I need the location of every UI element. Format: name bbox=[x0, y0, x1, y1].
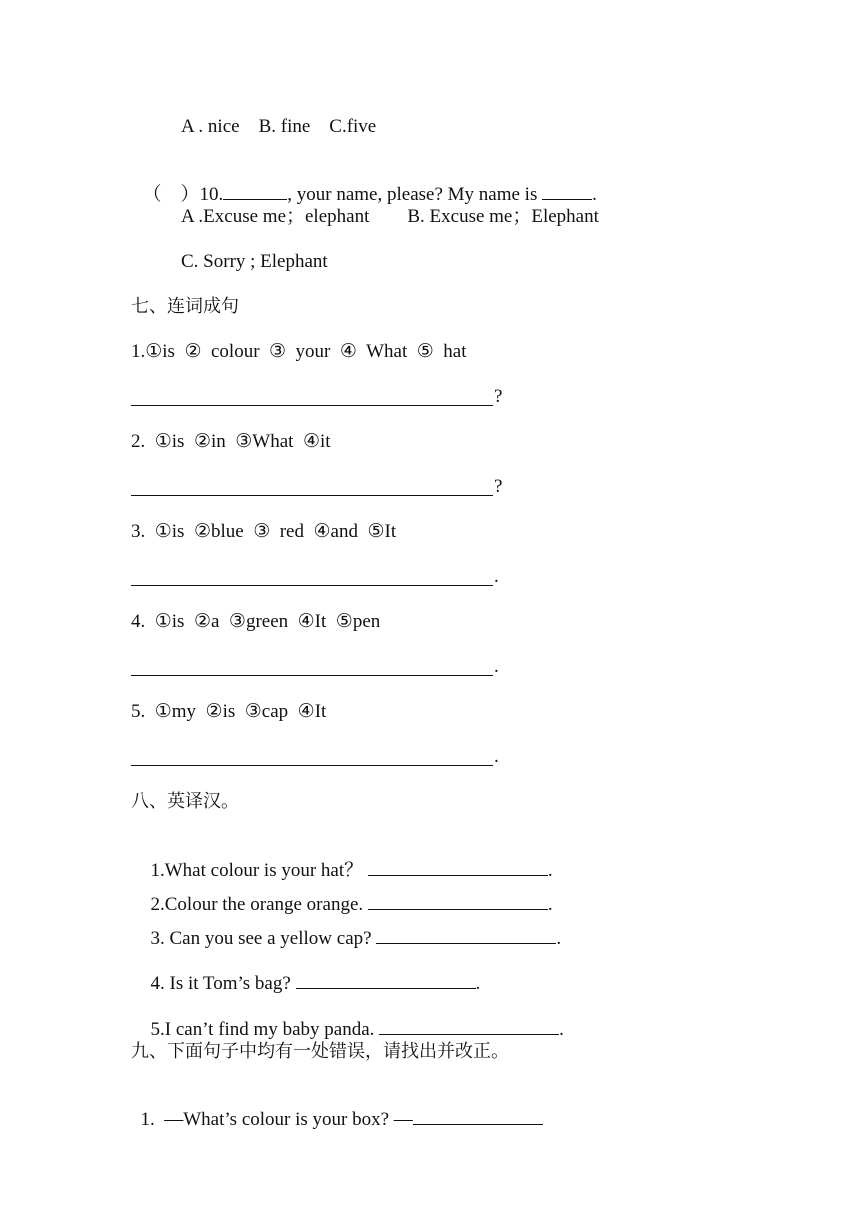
q10-blank-2[interactable] bbox=[542, 183, 592, 200]
q10-answer-paren[interactable]: （ ） bbox=[142, 184, 200, 205]
s7-item-3-answer-line[interactable] bbox=[131, 585, 493, 586]
s8-item-3-text: 3. Can you see a yellow cap? bbox=[150, 928, 372, 949]
q10-question bbox=[133, 161, 597, 206]
s8-item-5 bbox=[141, 996, 564, 1041]
s8-item-2-end: . bbox=[547, 894, 553, 915]
q10-blank-1[interactable] bbox=[223, 183, 287, 200]
s7-item-2-answer-line[interactable] bbox=[131, 495, 493, 496]
q10-end: . bbox=[592, 184, 597, 205]
s8-item-2-text: 2.Colour the orange orange. bbox=[150, 894, 364, 915]
s7-item-5-words: 5. ①my ②is ③cap ④It bbox=[131, 701, 327, 722]
s7-item-2-words: 2. ①is ②in ③What ④it bbox=[131, 431, 331, 452]
section8-title: 八、英译汉。 bbox=[131, 791, 239, 812]
s7-item-3-words: 3. ①is ②blue ③ red ④and ⑤It bbox=[131, 521, 397, 542]
s8-item-1-text: 1.What colour is your hat？ bbox=[150, 860, 364, 881]
s8-item-4-text: 4. Is it Tom’s bag? bbox=[150, 973, 291, 994]
s7-item-3-end: . bbox=[494, 566, 499, 587]
s7-item-2-end: ? bbox=[494, 476, 503, 497]
section7-title: 七、连词成句 bbox=[131, 296, 239, 317]
q10-text: , your name, please? My name is bbox=[287, 184, 538, 205]
s9-item-1 bbox=[131, 1086, 543, 1131]
s7-item-5-end: . bbox=[494, 746, 499, 767]
s9-item-1-blank[interactable] bbox=[413, 1108, 543, 1125]
s7-item-4-end: . bbox=[494, 656, 499, 677]
s7-item-4-words: 4. ①is ②a ③green ④It ⑤pen bbox=[131, 611, 381, 632]
s7-item-1-words: 1.①is ② colour ③ your ④ What ⑤ hat bbox=[131, 341, 467, 362]
s8-item-3 bbox=[141, 905, 561, 950]
s7-item-5-answer-line[interactable] bbox=[131, 765, 493, 766]
s8-item-5-end: . bbox=[559, 1019, 564, 1040]
q10-option-c: C. Sorry ; Elephant bbox=[181, 251, 328, 272]
s8-item-3-blank[interactable] bbox=[376, 927, 556, 944]
q9-options: A . nice B. fine C.five bbox=[181, 116, 377, 137]
s8-item-3-end: . bbox=[556, 928, 562, 949]
s8-item-5-text: 5.I can’t find my baby panda. bbox=[150, 1019, 375, 1040]
s9-item-1-text: 1. —What’s colour is your box? — bbox=[140, 1109, 413, 1130]
q10-number: 10. bbox=[199, 184, 224, 205]
s8-item-5-blank[interactable] bbox=[379, 1018, 559, 1035]
s8-item-4-blank[interactable] bbox=[296, 972, 476, 989]
s7-item-1-answer-line[interactable] bbox=[131, 405, 493, 406]
s8-item-1-end: . bbox=[547, 860, 553, 881]
s8-item-4 bbox=[141, 950, 480, 995]
s8-item-4-end: . bbox=[475, 973, 481, 994]
q10-options-ab: A .Excuse me；elephant B. Excuse me；Elephant bbox=[181, 206, 599, 227]
s7-item-1-end: ? bbox=[494, 386, 503, 407]
s7-item-4-answer-line[interactable] bbox=[131, 675, 493, 676]
section9-title: 九、下面句子中均有一处错误，请找出并改正。 bbox=[131, 1041, 509, 1062]
